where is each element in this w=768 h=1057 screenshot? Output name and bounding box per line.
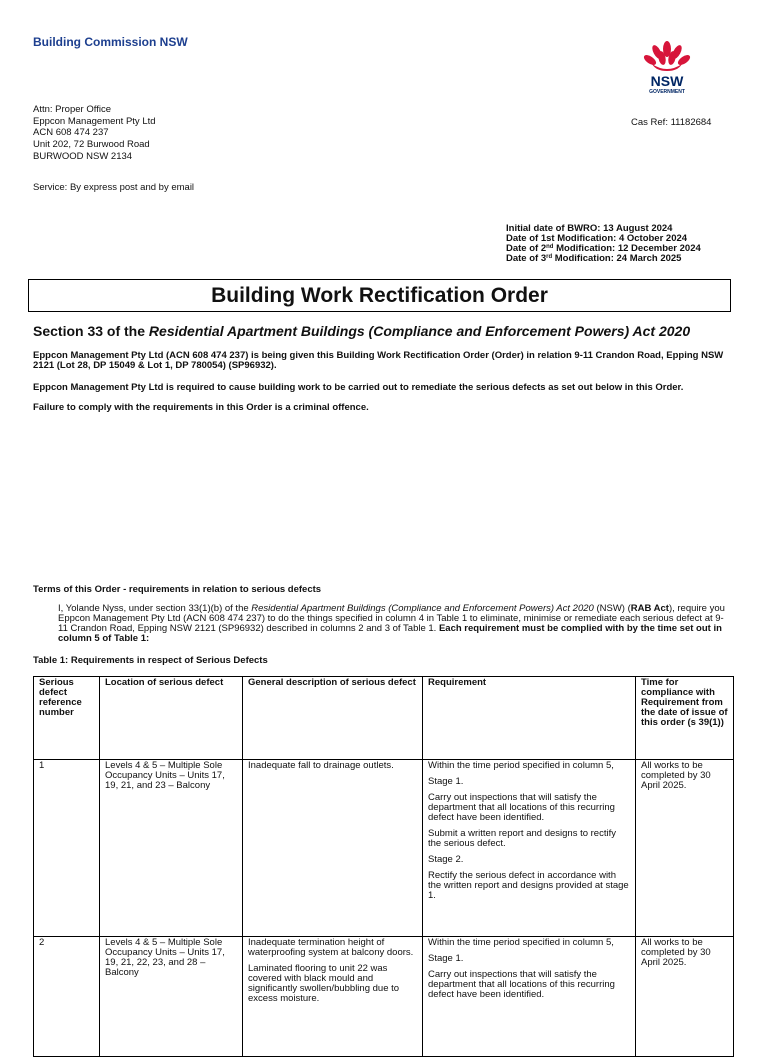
nsw-government-logo [638, 40, 696, 98]
defect-location: Levels 4 & 5 – Multiple Sole Occupancy Units – Units 17, 19, 21, 22, 23, and 28 – Balcony [100, 937, 243, 1057]
order-recipient-paragraph: Eppcon Management Pty Ltd (ACN 608 474 237) is being given this Building Work Rectification Order (Order) in relation 9-11 Crandon Road, Epping NSW 2121 (Lot 28, DP 15049 & Lot 1, DP 780054) (SP96932). [33, 350, 724, 371]
column-header: Serious defect reference number [34, 677, 100, 760]
remediation-paragraph: Eppcon Management Pty Ltd is required to cause building work to be carried out to remediate the serious defects as set out below in this Order. [33, 382, 684, 393]
defect-requirement: Within the time period specified in column 5, Stage 1. Carry out inspections that will satisfy the department that all locations of this recurring defect have been identified. Submit a written report and designs to rectify the serious defect. Stage 2. Rectify the serious defect in accordance with the written report and designs provided at stage 1. [423, 760, 636, 937]
address-line: Eppcon Management Pty Ltd [33, 115, 156, 127]
address-line: Attn: Proper Office [33, 104, 111, 115]
logo-government-text: GOVERNMENT [649, 89, 685, 95]
table-title: Table 1: Requirements in respect of Serious Defects [33, 655, 268, 666]
compliance-time: All works to be completed by 30 April 2025. [636, 760, 734, 937]
defect-requirement: Within the time period specified in column 5, Stage 1. Carry out inspections that will satisfy the department that all locations of this recurring defect have been identified. [423, 937, 636, 1057]
recipient-address [33, 104, 156, 163]
modification-3-date: Date of 3rd Modification: 24 March 2025 [506, 253, 682, 264]
defect-ref: 2 [34, 937, 100, 1057]
initial-date: Initial date of BWRO: 13 August 2024 [506, 223, 673, 234]
compliance-time: All works to be completed by 30 April 2025. [636, 937, 734, 1057]
logo-nsw-text: NSW [650, 73, 684, 89]
service-method: Service: By express post and by email [33, 182, 195, 193]
defect-ref: 1 [34, 760, 100, 937]
address-line: ACN 608 474 237 [33, 127, 109, 139]
defect-description: Inadequate fall to drainage outlets. [243, 760, 423, 937]
terms-paragraph: I, Yolande Nyss, under section 33(1)(b) of the Residential Apartment Buildings (Compliance and Enforcement Powers) Act 2020 (NSW) (RAB Act), require you Eppcon Management Pty Ltd (ACN 608 474 237) to do the things specified in column 4 in Table 1 to eliminate, minimise or remediate each serious defect at 9-11 Crandon Road, Epping NSW 2121 (SP96932) described in columns 2 and 3 of Table 1. Each requirement must be complied with by the time set out in column 5 of Table 1: [58, 603, 725, 644]
column-header: Location of serious defect [100, 677, 243, 760]
modification-1-date: Date of 1st Modification: 4 October 2024 [506, 233, 688, 244]
address-line: BURWOOD NSW 2134 [33, 150, 133, 162]
column-header: Time for compliance with Requirement from the date of issue of this order (s 39(1)) [636, 677, 734, 760]
table-row [34, 760, 734, 937]
offence-paragraph: Failure to comply with the requirements in this Order is a criminal offence. [33, 402, 369, 413]
table-row [34, 937, 734, 1057]
act-name: Residential Apartment Buildings (Compliance and Enforcement Powers) Act 2020 [148, 323, 691, 339]
case-reference: Cas Ref: 11182684 [631, 117, 712, 128]
waratah-icon [638, 40, 696, 98]
column-header: Requirement [423, 677, 636, 760]
serious-defects-table [33, 676, 734, 1057]
defect-description: Inadequate termination height of waterproofing system at balcony doors. Laminated flooring to unit 22 was covered with black mould and significantly swollen/bubbling due to excess moisture. [243, 937, 423, 1057]
column-header: General description of serious defect [243, 677, 423, 760]
document-title: Building Work Rectification Order [28, 279, 731, 312]
modification-2-date: Date of 2nd Modification: 12 December 2024 [506, 243, 701, 254]
section-heading: Section 33 of the Residential Apartment Buildings (Compliance and Enforcement Powers) Act 2020 [33, 323, 691, 339]
table-header-row [34, 677, 734, 760]
terms-heading: Terms of this Order - requirements in relation to serious defects [33, 584, 322, 595]
agency-name: Building Commission NSW [33, 35, 188, 49]
defect-location: Levels 4 & 5 – Multiple Sole Occupancy Units – Units 17, 19, 21, and 23 – Balcony [100, 760, 243, 937]
address-line: Unit 202, 72 Burwood Road [33, 139, 150, 151]
order-dates [506, 224, 701, 264]
